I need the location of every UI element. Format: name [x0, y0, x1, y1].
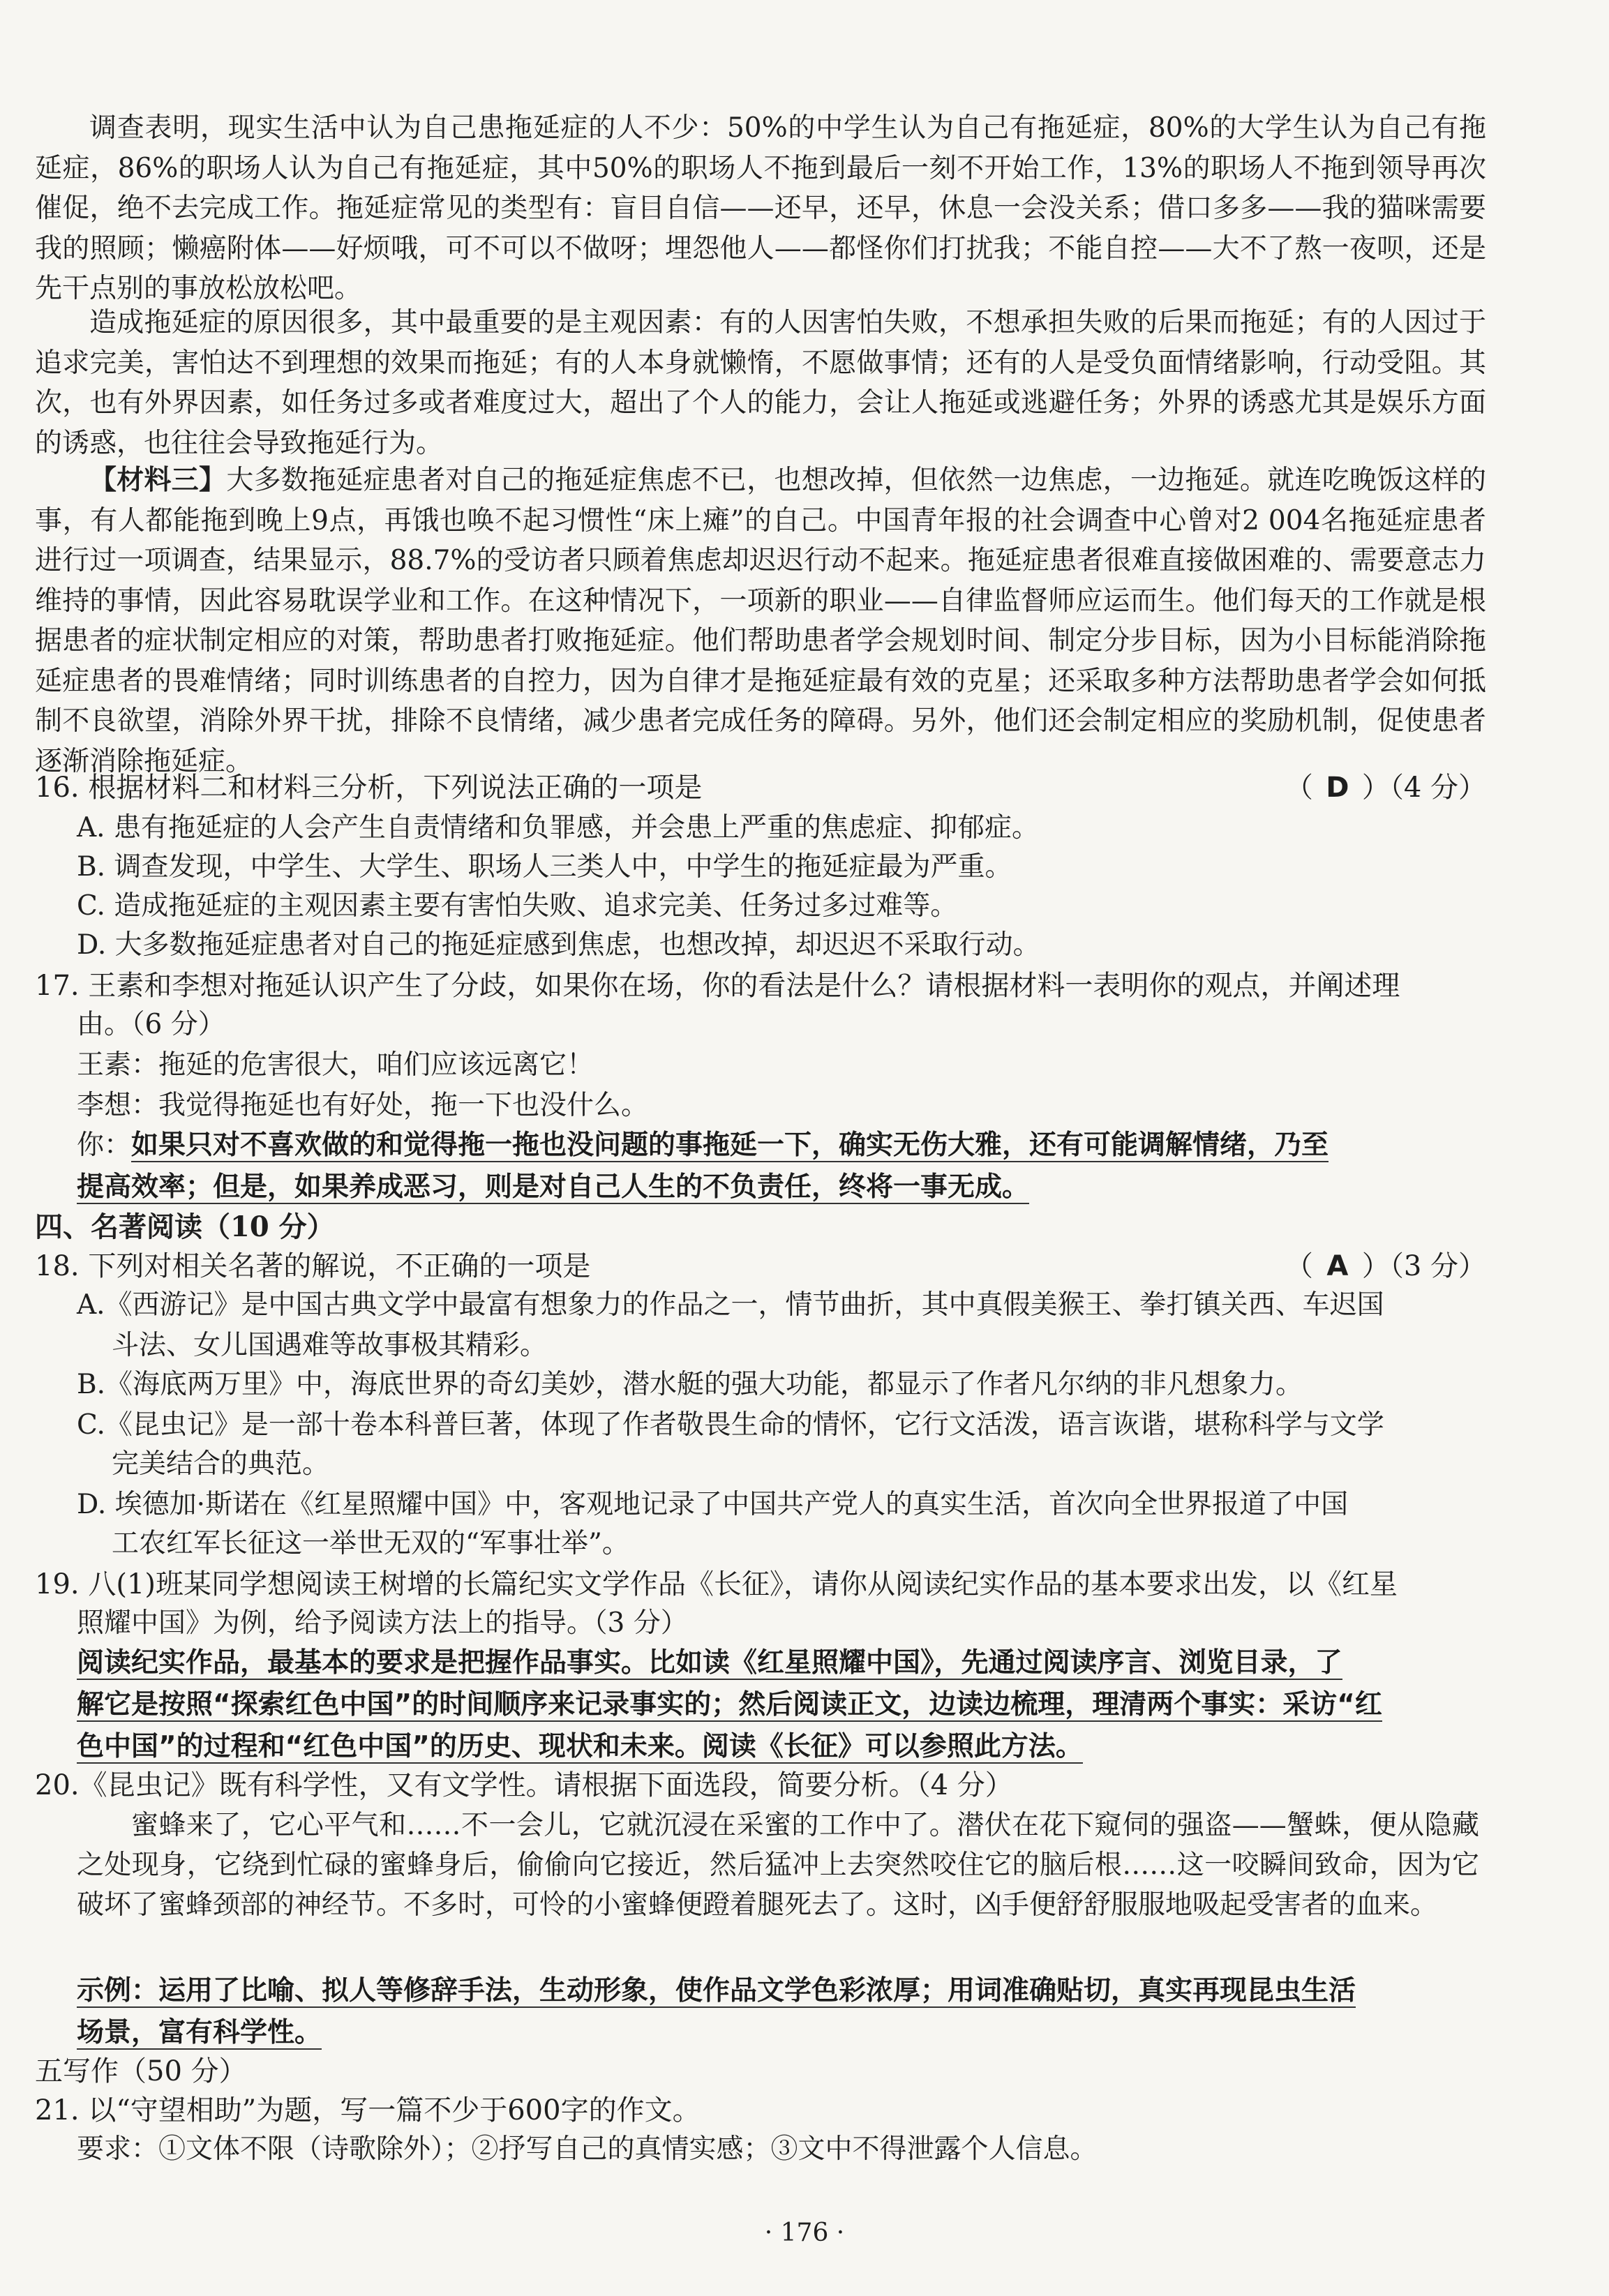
question-17-answer-line2: 提高效率；但是，如果养成恶习，则是对自己人生的不负责任，终将一事无成。 — [77, 1171, 1030, 1203]
question-21-stem: 21. 以“守望相助”为题，写一篇不少于600字的作文。 — [35, 2094, 701, 2126]
question-16-stem: 16. 根据材料二和材料三分析，下列说法正确的一项是 — [35, 772, 703, 804]
question-20-passage: 蜜蜂来了，它心平气和……不一会儿，它就沉浸在采蜜的工作中了。潜伏在花下窥伺的强盗——蟹蛛，便从隐藏之处现身，它绕到忙碌的蜜蜂身后，偷偷向它接近，然后猛冲上去突然咬住它的脑后根……这一咬瞬间致命，因为它破坏了蜜蜂颈部的神经节。不多时，可怜的小蜜蜂便蹬着腿死去了。这时，凶手便舒舒服服地吸起受害者的血来。 — [77, 1810, 1479, 1921]
question-19-answer-line1: 阅读纪实作品，最基本的要求是把握作品事实。比如读《红星照耀中国》，先通过阅读序言、浏览目录，了 — [77, 1647, 1342, 1679]
question-16-option-d: D. 大多数拖延症患者对自己的拖延症感到焦虑，也想改掉，却迟迟不采取行动。 — [77, 929, 1040, 961]
question-17-you-label: 你： — [77, 1130, 132, 1161]
material3-label: 【材料三】 — [89, 464, 227, 496]
question-18-stem: 18. 下列对相关名著的解说，不正确的一项是 — [35, 1250, 591, 1282]
question-16-option-b: B. 调查发现，中学生、大学生、职场人三类人中，中学生的拖延症最为严重。 — [77, 851, 1012, 883]
material2-paragraph-1: 调查表明，现实生活中认为自己患拖延症的人不少：50%的中学生认为自己有拖延症，80%的大学生认为自己有拖延症，86%的职场人认为自己有拖延症，其中50%的职场人不拖到最后一刻不开始工作，13%的职场人不拖到领导再次催促，绝不去完成工作。拖延症常见的类型有：盲目自信——还早，还早，休息一会没关系；借口多多——我的猫咪需要我的照顾；懒癌附体——好烦哦，可不可以不做呀；埋怨他人——都怪你们打扰我；不能自控——大不了熬一夜呗，还是先干点别的事放松放松吧。 — [35, 112, 1486, 304]
question-17-stem-line1: 17. 王素和李想对拖延认识产生了分歧，如果你在场，你的看法是什么？请根据材料一表明你的观点，并阐述理 — [35, 970, 1400, 1002]
question-18-option-c-line1: C.《昆虫记》是一部十卷本科普巨著，体现了作者敬畏生命的情怀，它行文活泼，语言诙谐，堪称科学与文学 — [77, 1409, 1384, 1441]
question-20-stem: 20.《昆虫记》既有科学性，又有文学性。请根据下面选段，简要分析。（4 分） — [35, 1769, 1013, 1801]
question-18-option-a-line2: 斗法、女儿国遇难等故事极其精彩。 — [112, 1330, 548, 1361]
question-19-stem-line1: 19. 八(1)班某同学想阅读王树增的长篇纪实文学作品《长征》，请你从阅读纪实作品的基本要求出发，以《红星 — [35, 1568, 1398, 1600]
question-19-answer-line2: 解它是按照“探索红色中国”的时间顺序来记录事实的；然后阅读正文，边读边梳理，理清两个事实：采访“红 — [77, 1689, 1382, 1720]
question-18-option-d-line1: D. 埃德加·斯诺在《红星照耀中国》中，客观地记录了中国共产党人的真实生活，首次向全世界报道了中国 — [77, 1489, 1349, 1520]
question-18-option-a-line1: A.《西游记》是中国古典文学中最富有想象力的作品之一，情节曲折，其中真假美猴王、拳打镇关西、车迟国 — [77, 1289, 1384, 1321]
question-19-answer — [77, 1642, 1479, 1768]
question-18-option-d-line2: 工农红军长征这一举世无双的“军事壮举”。 — [112, 1528, 629, 1559]
question-19-stem-line2: 照耀中国》为例，给予阅读方法上的指导。（3 分） — [77, 1607, 688, 1639]
section-4-heading: 四、名著阅读（10 分） — [35, 1210, 335, 1243]
question-17-li-xiang: 李想：我觉得拖延也有好处，拖一下也没什么。 — [77, 1090, 649, 1121]
question-17-answer — [77, 1125, 1479, 1208]
material3-paragraph — [35, 460, 1486, 781]
page-number: · 176 · — [764, 2219, 845, 2247]
question-17-wang-su: 王素：拖延的危害很大，咱们应该远离它！ — [77, 1049, 594, 1081]
question-18-option-b: B.《海底两万里》中，海底世界的奇幻美妙，潜水艇的强大功能，都显示了作者凡尔纳的非凡想象力。 — [77, 1369, 1303, 1400]
section-5-heading: 五写作（50 分） — [35, 2055, 247, 2087]
material3-text: 大多数拖延症患者对自己的拖延症焦虑不已，也想改掉，但依然一边焦虑，一边拖延。就连吃晚饭这样的事，有人都能拖到晚上9点，再饿也唤不起习惯性“床上瘫”的自己。中国青年报的社会调查中心曾对2 004名拖延症患者进行过一项调查，结果显示，88.7%的受访者只顾着焦虑却迟迟行动不起来。拖延症患者很难直接做困难的、需要意志力维持的事情，因此容易耽误学业和工作。在这种情况下，一项新的职业——自律监督师应运而生。他们每天的工作就是根据患者的症状制定相应的对策，帮助患者打败拖延症。他们帮助患者学会规划时间、制定分步目标，因为小目标能消除拖延症患者的畏难情绪；同时训练患者的自控力，因为自律才是拖延症最有效的克星；还采取多种方法帮助患者学会如何抵制不良欲望，消除外界干扰，排除不良情绪，减少患者完成任务的障碍。另外，他们还会制定相应的奖励机制，促使患者逐渐消除拖延症。 — [35, 465, 1486, 777]
question-21-requirements: 要求：①文体不限（诗歌除外）；②抒写自己的真情实感；③文中不得泄露个人信息。 — [77, 2133, 1098, 2165]
question-17-answer-line1: 如果只对不喜欢做的和觉得拖一拖也没问题的事拖延一下，确实无伤大雅，还有可能调解情绪，乃至 — [131, 1130, 1329, 1161]
question-19-answer-line3: 色中国”的过程和“红色中国”的历史、现状和未来。阅读《长征》可以参照此方法。 — [77, 1731, 1083, 1762]
question-16-option-a: A. 患有拖延症的人会产生自责情绪和负罪感，并会患上严重的焦虑症、抑郁症。 — [77, 812, 1039, 843]
question-17-stem-line2: 由。（6 分） — [77, 1009, 225, 1040]
question-18-answer-box: （ A ）（3 分） — [1285, 1246, 1486, 1286]
question-16-answer: D — [1326, 772, 1349, 804]
question-18-answer: A — [1326, 1250, 1349, 1282]
question-20-answer — [77, 1970, 1479, 2054]
question-18-option-c-line2: 完美结合的典范。 — [112, 1448, 330, 1480]
question-20-answer-line1: 示例：运用了比喻、拟人等修辞手法，生动形象，使作品文学色彩浓厚；用词准确贴切，真实再现昆虫生活 — [77, 1975, 1356, 2006]
question-16-answer-box: （ D ）（4 分） — [1285, 767, 1486, 808]
material2-paragraph-2: 造成拖延症的原因很多，其中最重要的是主观因素：有的人因害怕失败，不想承担失败的后果而拖延；有的人因过于追求完美，害怕达不到理想的效果而拖延；有的人本身就懒惰，不愿做事情；还有的人是受负面情绪影响，行动受阻。其次，也有外界因素，如任务过多或者难度过大，超出了个人的能力，会让人拖延或逃避任务；外界的诱惑尤其是娱乐方面的诱惑，也往往会导致拖延行为。 — [35, 307, 1486, 459]
question-16-option-c: C. 造成拖延症的主观因素主要有害怕失败、追求完美、任务过多过难等。 — [77, 890, 958, 922]
question-20-answer-line2: 场景，富有科学性。 — [77, 2017, 322, 2048]
